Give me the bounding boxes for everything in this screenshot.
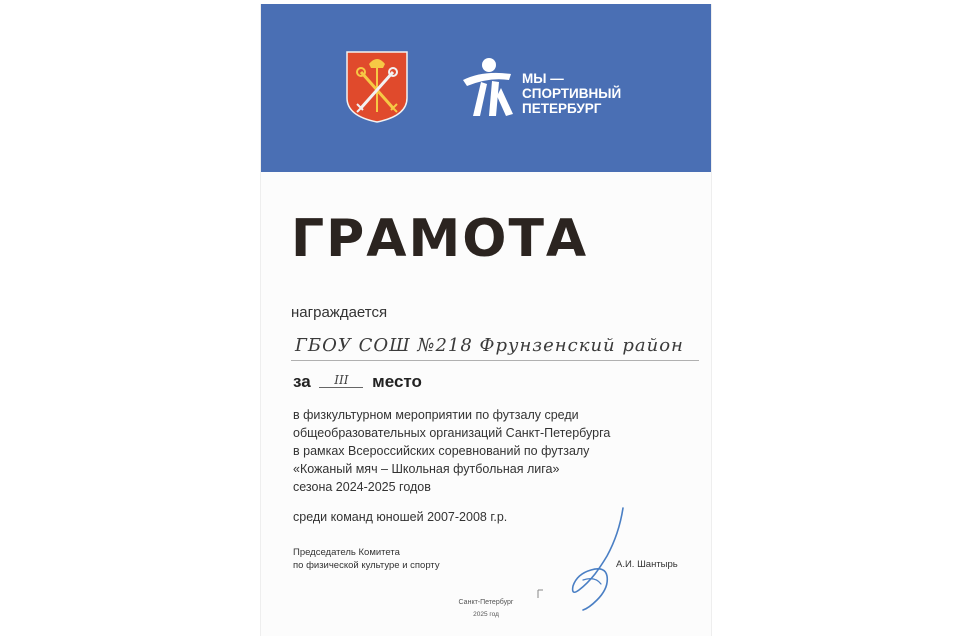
brand-line-2: СПОРТИВНЫЙ	[522, 86, 622, 101]
header-banner	[261, 4, 711, 172]
place-handwritten: III	[319, 373, 363, 388]
brand-line-1: МЫ —	[522, 71, 564, 86]
scan-mark-icon	[537, 589, 545, 599]
footer-year: 2025 год	[473, 611, 499, 618]
description-line: в физкультурном мероприятии по футзалу среди	[293, 408, 579, 422]
description-line: в рамках Всероссийских соревнований по футзалу	[293, 444, 590, 458]
chair-line-1: Председатель Комитета	[293, 547, 400, 558]
chair-title	[293, 546, 440, 572]
brand-line-3: ПЕТЕРБУРГ	[522, 101, 602, 116]
description-line: сезона 2024-2025 годов	[293, 480, 431, 494]
event-description	[293, 406, 693, 496]
brand-wordmark	[522, 71, 642, 116]
certificate-title: ГРАМОТА	[291, 209, 589, 269]
brand-block	[459, 56, 639, 120]
teams-line: среди команд юношей 2007-2008 г.р.	[293, 510, 508, 524]
awarded-label: награждается	[291, 304, 388, 321]
place-suffix: место	[372, 372, 422, 391]
place-prefix: за	[293, 372, 311, 391]
footer-city: Санкт-Петербург	[458, 599, 514, 606]
description-line: «Кожаный мяч – Школьная футбольная лига»	[293, 462, 560, 476]
chair-line-2: по физической культуре и спорту	[293, 560, 440, 571]
athlete-logo-icon	[459, 56, 517, 118]
recipient-handwritten: ГБОУ СОШ №218 Фрунзенский район	[295, 335, 684, 356]
spb-coat-of-arms-icon	[345, 50, 409, 124]
place-row	[293, 372, 422, 392]
recipient-underline	[291, 360, 699, 361]
signer-name: А.И. Шантырь	[616, 559, 678, 570]
certificate-page	[260, 4, 712, 636]
description-line: общеобразовательных организаций Санкт-Петербурга	[293, 426, 611, 440]
